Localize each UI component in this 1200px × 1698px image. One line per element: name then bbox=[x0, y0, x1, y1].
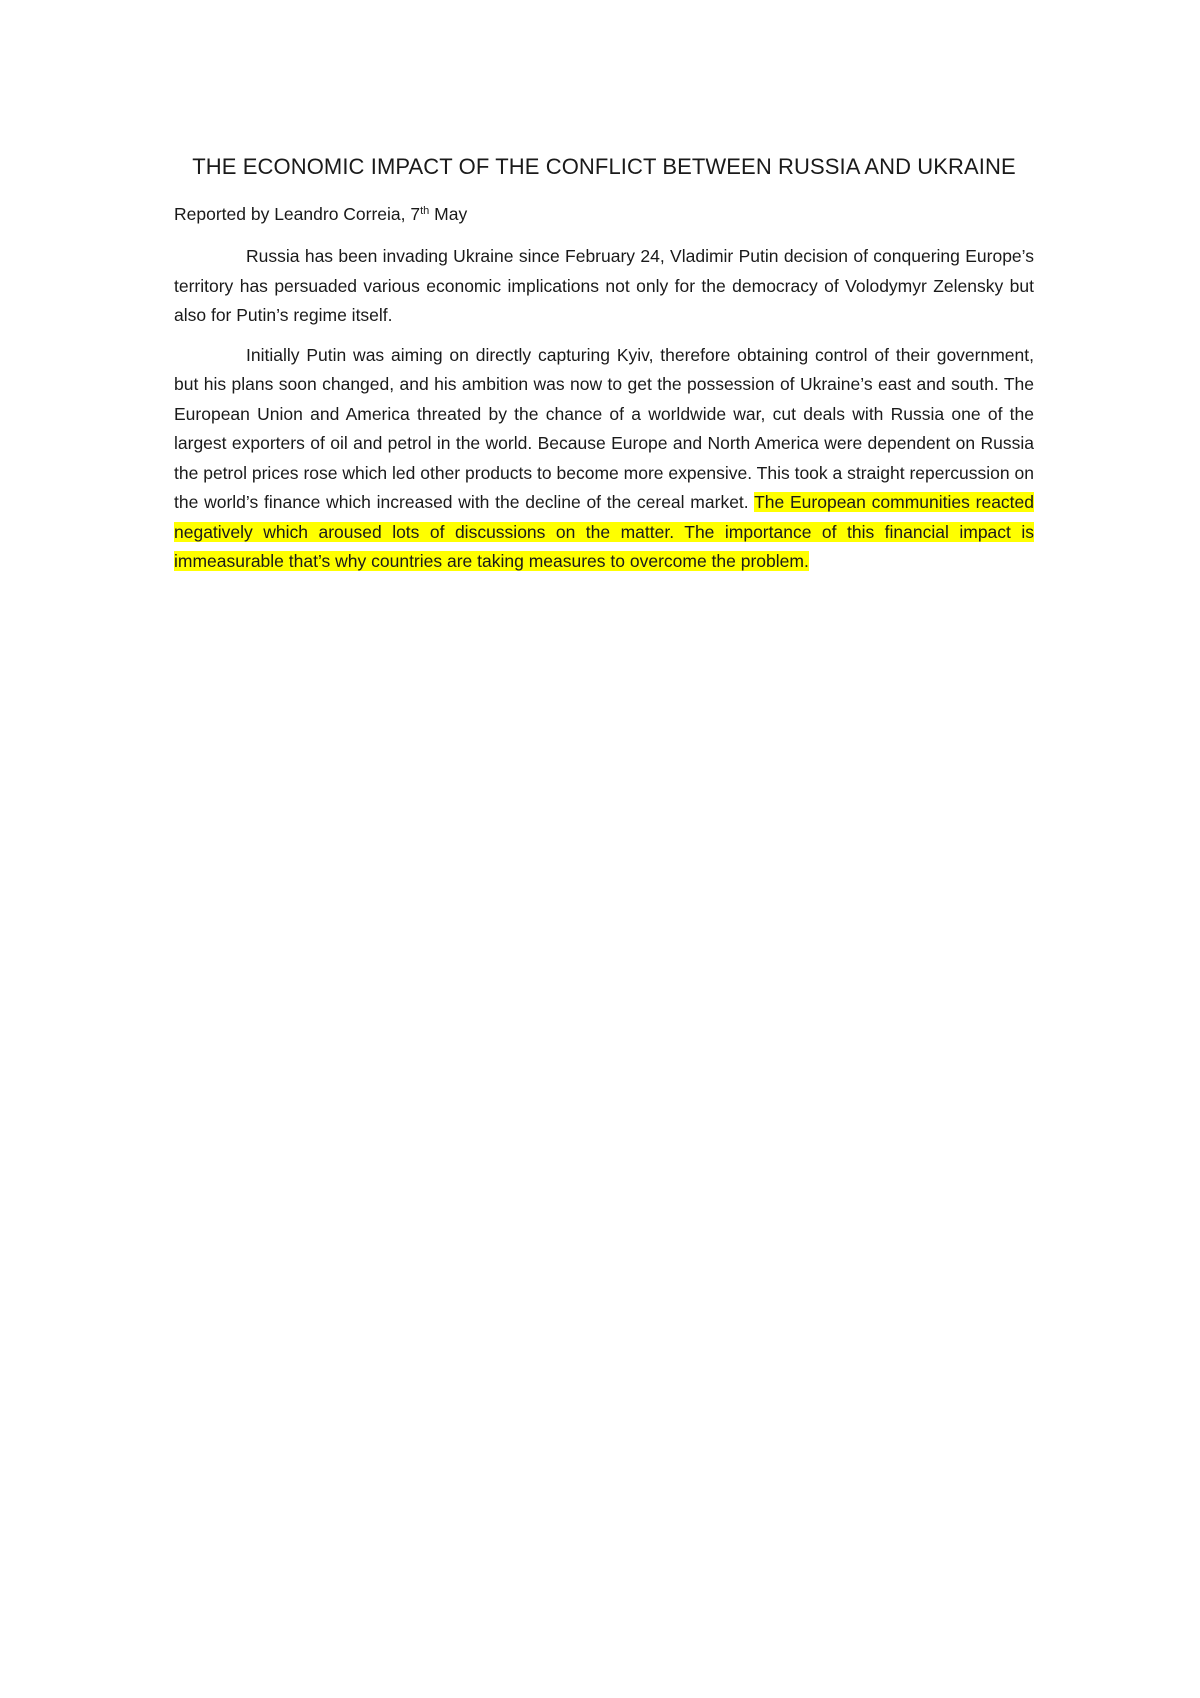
document-body bbox=[174, 148, 1034, 587]
byline bbox=[174, 200, 1034, 228]
paragraph-2 bbox=[174, 341, 1034, 577]
byline-month: May bbox=[429, 204, 468, 224]
document-title: THE ECONOMIC IMPACT OF THE CONFLICT BETWEEN RUSSIA AND UKRAINE bbox=[192, 154, 1016, 179]
highlighted-text: The European communities reacted negatively which aroused lots of discussions on the matter. The importance of this financial impact is immeasurable that’s why countries are taking measures to overcome the problem. bbox=[174, 492, 1035, 571]
paragraph-1 bbox=[174, 242, 1034, 331]
paragraph-1-text: Russia has been invading Ukraine since February 24, Vladimir Putin decision of conquering Europe’s territory has persuaded various economic implications not only for the democracy of Volodymyr Zelensky but also for Putin’s regime itself. bbox=[174, 246, 1034, 325]
byline-ordinal-suffix: th bbox=[420, 205, 430, 217]
byline-text: Reported by Leandro Correia, 7 bbox=[174, 204, 421, 224]
paragraph-2-text: Initially Putin was aiming on directly capturing Kyiv, therefore obtaining control of their government, but his plans soon changed, and his ambition was now to get the possession of Ukraine’s east and south. The European Union and America threated by the chance of a worldwide war, cut deals with Russia one of the largest exporters of oil and petrol in the world. Because Europe and North America were dependent on Russia the petrol prices rose which led other products to become more expensive. This took a straight repercussion on the world’s finance which increased with the decline of the cereal market. bbox=[174, 344, 1034, 512]
